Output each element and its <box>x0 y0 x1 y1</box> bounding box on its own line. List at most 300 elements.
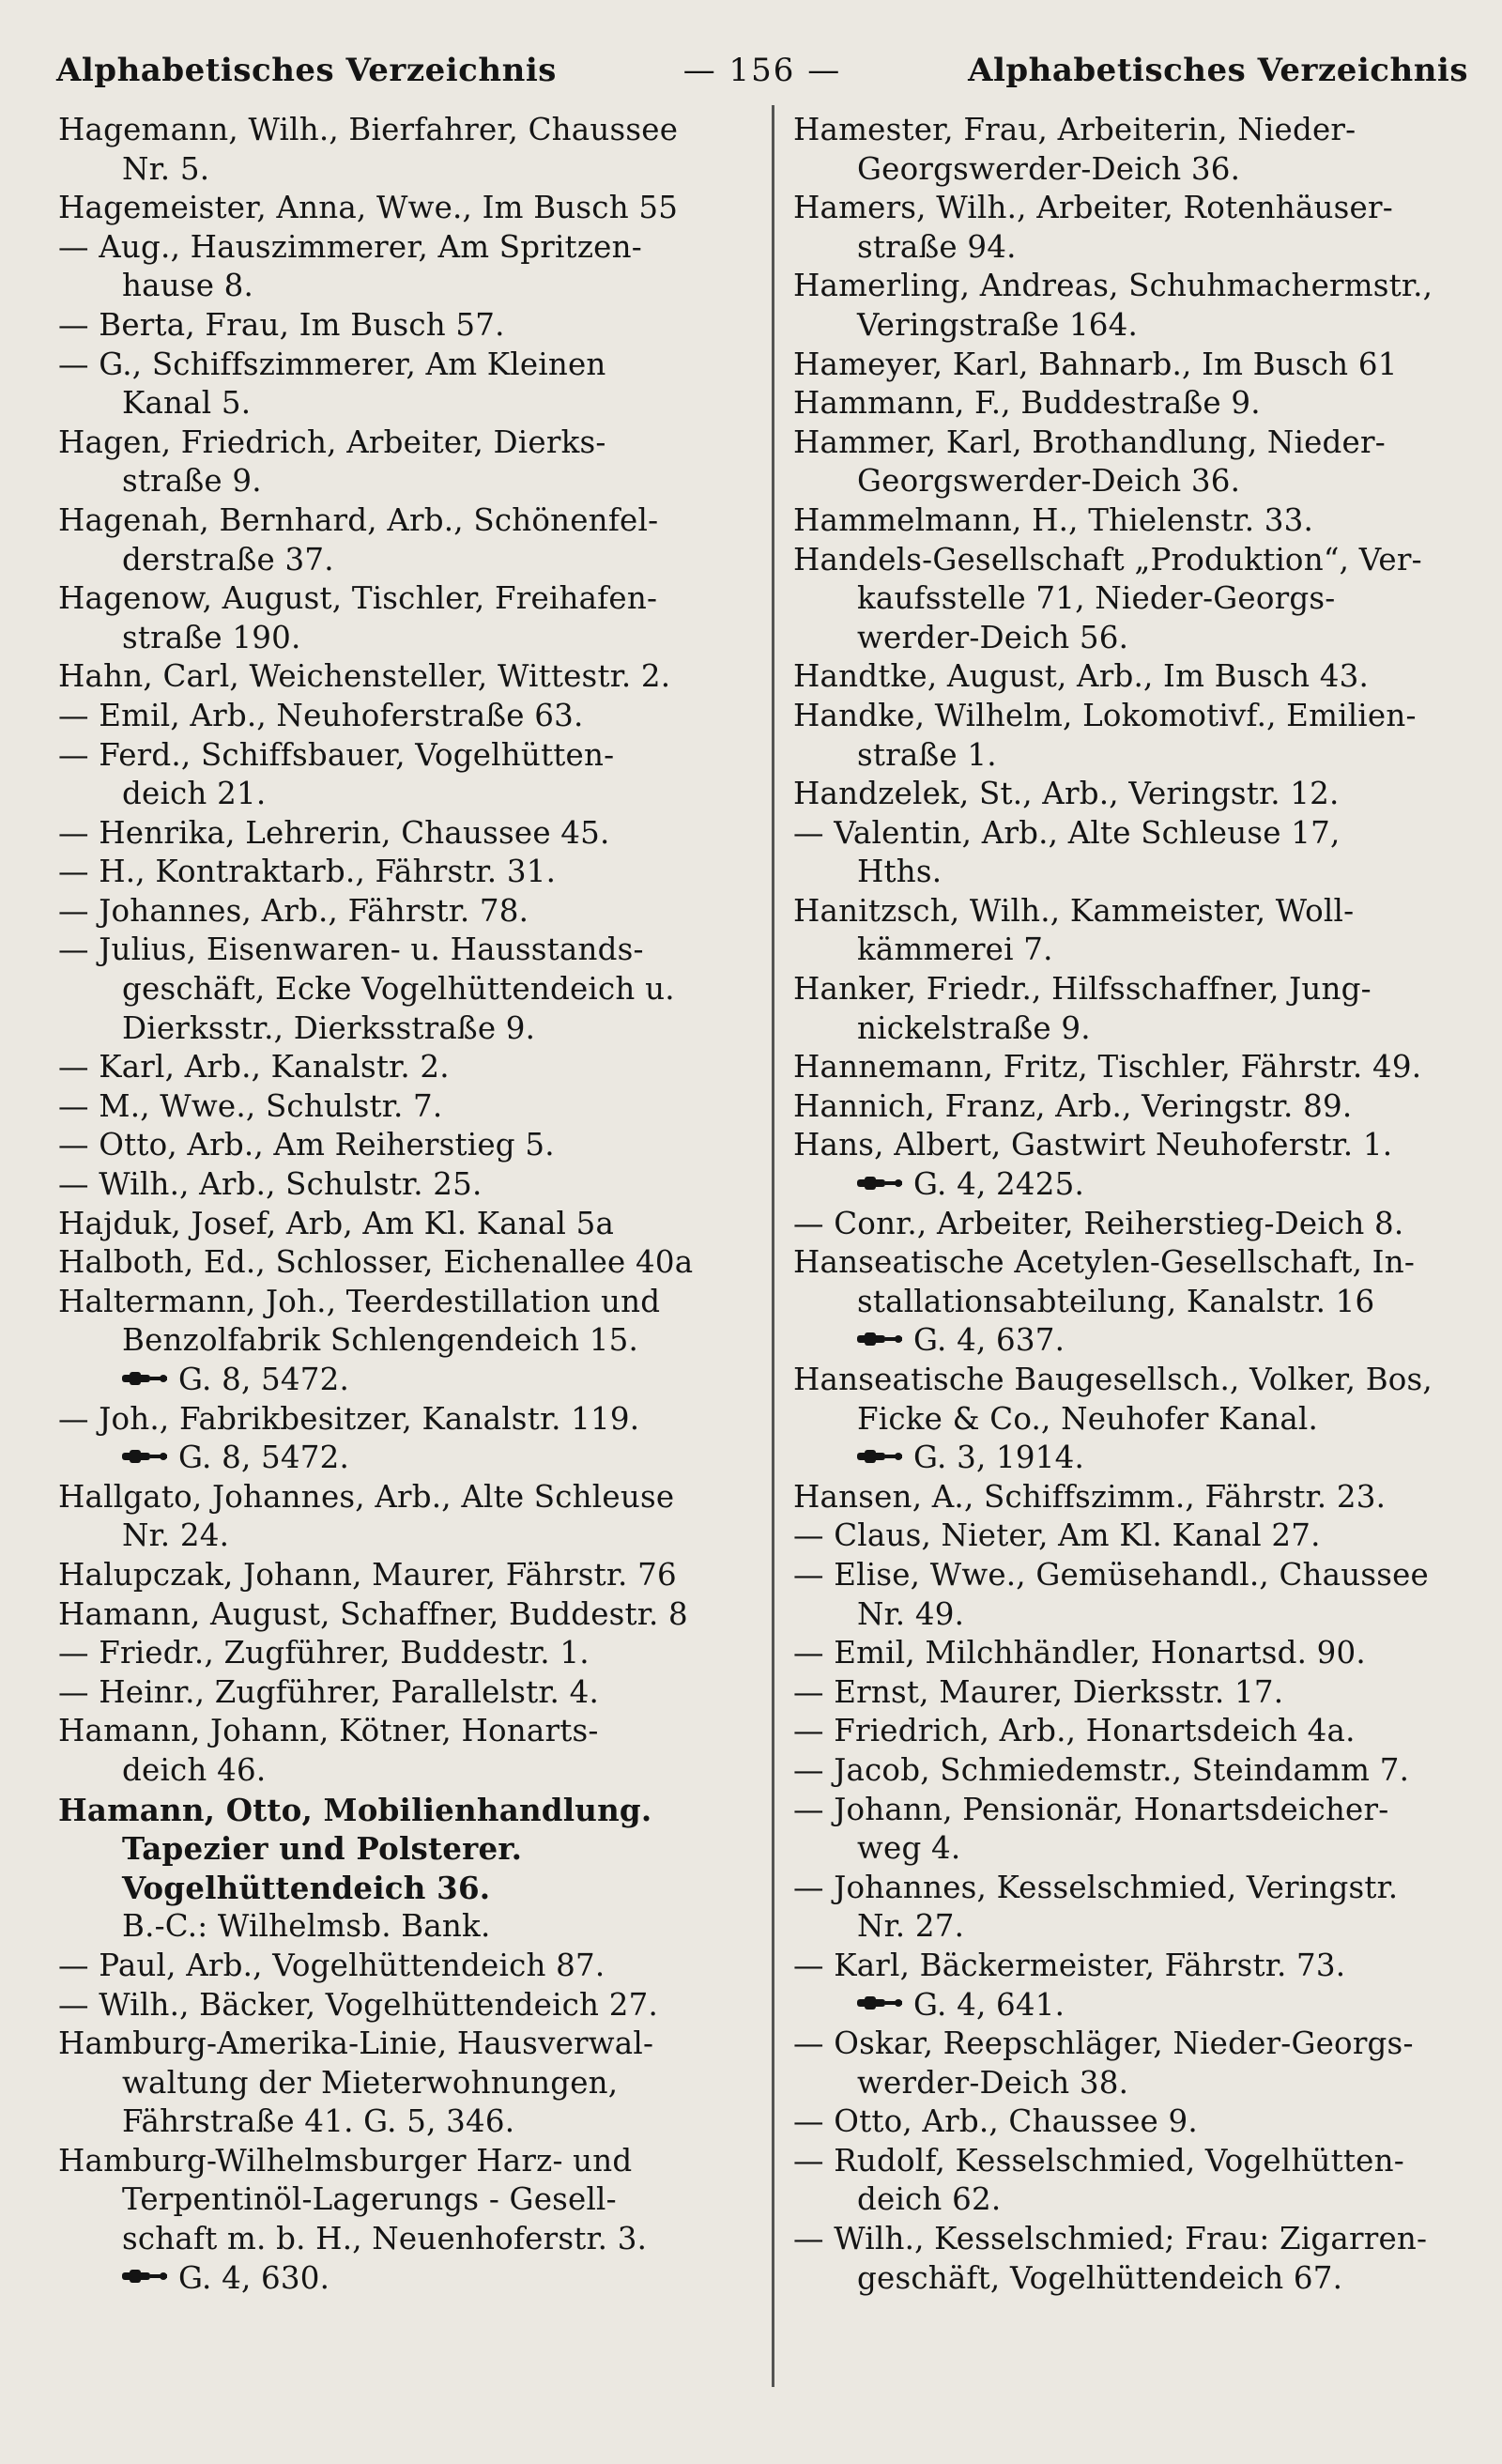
entry-text: schaft m. b. H., Neuenhoferstr. 3. <box>122 2221 648 2257</box>
directory-entry <box>793 501 1469 541</box>
entry-continuation-line <box>58 384 743 424</box>
entry-text: Hamburg-Wilhelmsburger Harz- und <box>58 2142 633 2179</box>
entry-text: — Jacob, Schmiedemstr., Steindamm 7. <box>793 1751 1410 1788</box>
entry-text: Hamers, Wilh., Arbeiter, Rotenhäuser- <box>793 190 1393 226</box>
entry-line <box>793 970 1469 1009</box>
directory-entry <box>58 1205 743 1244</box>
entry-text: Hagemann, Wilh., Bierfahrer, Chaussee <box>58 112 679 147</box>
entry-continuation-line <box>793 1009 1469 1049</box>
directory-entry <box>58 657 743 697</box>
entry-line <box>793 2220 1469 2259</box>
header-left-title: Alphabetisches Verzeichnis <box>56 52 557 89</box>
directory-entry <box>58 501 743 579</box>
entry-continuation-line <box>793 736 1469 776</box>
entry-continuation-line <box>793 579 1469 619</box>
entry-text: Hagemeister, Anna, Wwe., Im Busch 55 <box>58 190 679 226</box>
entry-line <box>793 1712 1469 1751</box>
entry-text: — Julius, Eisenwaren- u. Hausstands- <box>58 932 644 968</box>
directory-entry <box>58 111 743 189</box>
entry-line <box>793 814 1469 854</box>
directory-entry <box>58 1986 743 2025</box>
page-header <box>56 47 1468 94</box>
entry-text: — Berta, Frau, Im Busch 57. <box>58 306 505 343</box>
directory-entry <box>58 736 743 814</box>
entry-line <box>58 1283 743 1322</box>
directory-entry <box>793 189 1469 267</box>
entry-continuation-line <box>58 2102 743 2142</box>
entry-continuation-line <box>793 150 1469 190</box>
entry-text: — Karl, Bäckermeister, Fährstr. 73. <box>793 1947 1346 1983</box>
directory-entry <box>793 1243 1469 1361</box>
entry-text: Terpentinöl-Lagerungs - Gesell- <box>122 2181 617 2218</box>
directory-entry <box>793 1712 1469 1751</box>
directory-entry <box>58 1673 743 1713</box>
directory-entry <box>58 1595 743 1635</box>
entry-text: Ficke & Co., Neuhofer Kanal. <box>857 1400 1319 1437</box>
entry-text: Handke, Wilhelm, Lokomotivf., Emilien- <box>793 697 1417 733</box>
entry-text: Nr. 5. <box>122 150 210 187</box>
entry-continuation-line <box>793 619 1469 658</box>
entry-line <box>793 1634 1469 1673</box>
column-divider <box>772 105 774 2387</box>
entry-text: geschäft, Vogelhüttendeich 67. <box>857 2259 1343 2296</box>
entry-line <box>793 1517 1469 1556</box>
entry-continuation-line <box>793 306 1469 346</box>
entry-text: stallationsabteilung, Kanalstr. 16 <box>857 1283 1375 1319</box>
entry-line <box>58 1791 743 1830</box>
directory-entry <box>793 1048 1469 1087</box>
directory-entry <box>793 1556 1469 1634</box>
directory-entry <box>793 1751 1469 1791</box>
entry-line <box>58 1205 743 1244</box>
entry-text: — Wilh., Kesselschmied; Frau: Zigarren- <box>793 2221 1428 2257</box>
entry-text: werder-Deich 38. <box>857 2064 1129 2101</box>
entry-continuation-line <box>793 2259 1469 2299</box>
directory-entry <box>58 1048 743 1087</box>
entry-text: G. 3, 1914. <box>913 1440 1085 1476</box>
entry-text: Hannich, Franz, Arb., Veringstr. 89. <box>793 1087 1353 1124</box>
entry-continuation-line <box>58 1869 743 1908</box>
entry-text: geschäft, Ecke Vogelhüttendeich u. <box>122 971 675 1008</box>
directory-entry <box>58 1478 743 1556</box>
entry-text: Fährstraße 41. G. 5, 346. <box>122 2103 515 2140</box>
entry-continuation-line <box>58 970 743 1009</box>
entry-line <box>793 267 1469 306</box>
directory-entry <box>58 306 743 346</box>
entry-continuation-line <box>58 1829 743 1869</box>
entry-text: — Rudolf, Kesselschmied, Vogelhütten- <box>793 2142 1404 2179</box>
directory-entry <box>793 814 1469 892</box>
telephone-icon <box>857 1176 904 1191</box>
directory-entry <box>58 814 743 854</box>
directory-entry <box>58 1087 743 1127</box>
directory-entry <box>58 228 743 306</box>
entry-continuation-line <box>793 2180 1469 2220</box>
directory-entry <box>793 1634 1469 1673</box>
entry-continuation-line <box>58 775 743 814</box>
entry-line <box>58 306 743 346</box>
entry-text: werder-Deich 56. <box>857 619 1129 655</box>
directory-entry <box>793 111 1469 189</box>
entry-text: — Aug., Hauszimmerer, Am Spritzen- <box>58 228 642 265</box>
entry-text: — Emil, Arb., Neuhoferstraße 63. <box>58 697 584 733</box>
entry-text: Hamester, Frau, Arbeiterin, Nieder- <box>793 112 1356 147</box>
directory-entry <box>793 1361 1469 1478</box>
directory-entry <box>58 931 743 1048</box>
entry-text: — Elise, Wwe., Gemüsehandl., Chaussee <box>793 1556 1429 1593</box>
entry-line <box>58 1947 743 1986</box>
entry-text: — Johannes, Kesselschmied, Veringstr. <box>793 1869 1399 1905</box>
entry-text: Hallgato, Johannes, Arb., Alte Schleuse <box>58 1478 675 1515</box>
directory-entry <box>793 697 1469 775</box>
page-number: — 156 — <box>682 52 842 89</box>
entry-continuation-line <box>58 1361 743 1400</box>
entry-text: Hamann, Otto, Mobilienhandlung. <box>58 1791 652 1828</box>
entry-line <box>793 384 1469 424</box>
entry-text: nickelstraße 9. <box>857 1009 1091 1046</box>
directory-entry <box>58 892 743 932</box>
entry-continuation-line <box>793 2064 1469 2103</box>
entry-text: Nr. 49. <box>857 1595 965 1632</box>
entry-text: — Johann, Pensionär, Honartsdeicher- <box>793 1791 1389 1827</box>
entry-text: Halupczak, Johann, Maurer, Fährstr. 76 <box>58 1556 677 1593</box>
entry-text: straße 1. <box>857 736 997 773</box>
entry-text: Hamann, Johann, Kötner, Honarts- <box>58 1713 599 1749</box>
entry-line <box>793 1947 1469 1986</box>
entry-text: Hammer, Karl, Brothandlung, Nieder- <box>793 424 1386 460</box>
directory-entry <box>58 1165 743 1205</box>
directory-entry <box>793 1947 1469 2025</box>
entry-text: — Friedr., Zugführer, Buddestr. 1. <box>58 1635 590 1671</box>
entry-text: Hammann, F., Buddestraße 9. <box>793 385 1261 422</box>
entry-line <box>58 111 743 150</box>
entry-text: — Wilh., Arb., Schulstr. 25. <box>58 1166 483 1203</box>
directory-entry <box>58 424 743 501</box>
directory-entry <box>793 346 1469 385</box>
entry-line <box>58 346 743 385</box>
entry-continuation-line <box>793 1165 1469 1205</box>
header-right-title: Alphabetisches Verzeichnis <box>968 52 1468 89</box>
directory-entry <box>58 1634 743 1673</box>
entry-line <box>58 1634 743 1673</box>
entry-line <box>793 1869 1469 1908</box>
entry-text: Nr. 27. <box>857 1908 965 1945</box>
entry-continuation-line <box>793 931 1469 970</box>
entry-line <box>793 1751 1469 1791</box>
entry-continuation-line <box>793 462 1469 501</box>
entry-text: Hanseatische Acetylen-Gesellschaft, In- <box>793 1244 1416 1281</box>
telephone-icon <box>122 1449 169 1464</box>
entry-line <box>58 1986 743 2025</box>
entry-text: — Heinr., Zugführer, Parallelstr. 4. <box>58 1673 599 1710</box>
entry-continuation-line <box>58 462 743 501</box>
entry-continuation-line <box>793 1595 1469 1635</box>
directory-entry <box>793 1673 1469 1713</box>
entry-line <box>58 931 743 970</box>
entry-continuation-line <box>793 1907 1469 1947</box>
entry-text: — Wilh., Bäcker, Vogelhüttendeich 27. <box>58 1986 659 2023</box>
directory-entry <box>793 892 1469 970</box>
entry-text: — Paul, Arb., Vogelhüttendeich 87. <box>58 1947 605 1983</box>
directory-entry <box>793 1517 1469 1556</box>
entry-text: — Conr., Arbeiter, Reiherstieg-Deich 8. <box>793 1205 1404 1241</box>
entry-continuation-line <box>58 1009 743 1049</box>
directory-entry <box>58 2025 743 2142</box>
entry-continuation-line <box>793 1283 1469 1322</box>
entry-text: kaufsstelle 71, Nieder-Georgs- <box>857 580 1336 617</box>
entry-text: G. 8, 5472. <box>178 1440 350 1476</box>
entry-line <box>793 1087 1469 1127</box>
entry-continuation-line <box>58 1321 743 1361</box>
entry-line <box>58 1243 743 1283</box>
entry-text: Hamann, August, Schaffner, Buddestr. 8 <box>58 1595 688 1632</box>
entry-text: deich 62. <box>857 2181 1002 2218</box>
entry-text: Hammelmann, H., Thielenstr. 33. <box>793 501 1314 538</box>
entry-text: hause 8. <box>122 268 254 304</box>
entry-text: — H., Kontraktarb., Fährstr. 31. <box>58 854 557 890</box>
directory-entry <box>58 189 743 228</box>
directory-entry <box>58 1243 743 1283</box>
telephone-icon <box>122 2269 169 2284</box>
entry-text: Hanseatische Baugesellsch., Volker, Bos, <box>793 1362 1433 1397</box>
directory-entry <box>793 970 1469 1048</box>
directory-entry <box>58 1283 743 1400</box>
entry-line <box>793 1361 1469 1400</box>
directory-entry <box>793 657 1469 697</box>
entry-text: — Valentin, Arb., Alte Schleuse 17, <box>793 814 1341 851</box>
directory-entry <box>793 267 1469 345</box>
entry-text: — G., Schiffszimmerer, Am Kleinen <box>58 346 606 382</box>
entry-text: — Henrika, Lehrerin, Chaussee 45. <box>58 814 610 851</box>
entry-continuation-line <box>58 2180 743 2220</box>
entry-line <box>793 2102 1469 2142</box>
telephone-icon <box>857 1449 904 1464</box>
entry-line <box>58 697 743 736</box>
entry-text: — Claus, Nieter, Am Kl. Kanal 27. <box>793 1517 1321 1554</box>
directory-entry <box>58 1791 743 1947</box>
entry-line <box>793 1673 1469 1713</box>
entry-text: Vogelhüttendeich 36. <box>122 1869 491 1906</box>
entry-text: straße 190. <box>122 619 301 655</box>
entry-text: Hagenow, August, Tischler, Freihafen- <box>58 580 658 617</box>
directory-entry <box>793 2025 1469 2102</box>
entry-continuation-line <box>793 1986 1469 2025</box>
entry-line <box>58 853 743 892</box>
directory-entry <box>58 697 743 736</box>
entry-line <box>793 1126 1469 1165</box>
entry-line <box>793 189 1469 228</box>
directory-entry <box>793 2142 1469 2220</box>
entry-text: Hameyer, Karl, Bahnarb., Im Busch 61 <box>793 346 1398 382</box>
entry-text: G. 4, 637. <box>913 1322 1065 1359</box>
entry-line <box>58 1478 743 1517</box>
entry-text: Hamburg-Amerika-Linie, Hausverwal- <box>58 2025 654 2062</box>
entry-line <box>58 189 743 228</box>
entry-line <box>793 2025 1469 2064</box>
entry-text: Hansen, A., Schiffszimm., Fährstr. 23. <box>793 1478 1387 1515</box>
entry-line <box>793 697 1469 736</box>
telephone-icon <box>122 1371 169 1386</box>
directory-entry <box>58 1712 743 1790</box>
entry-text: Kanal 5. <box>122 385 252 422</box>
entry-text: Hans, Albert, Gastwirt Neuhoferstr. 1. <box>793 1127 1393 1163</box>
entry-line <box>58 1712 743 1751</box>
entry-text: G. 8, 5472. <box>178 1362 350 1397</box>
entry-text: Veringstraße 164. <box>857 306 1139 343</box>
entry-continuation-line <box>58 150 743 190</box>
entry-text: Haltermann, Joh., Teerdestillation und <box>58 1283 661 1319</box>
entry-line <box>58 814 743 854</box>
entry-line <box>793 501 1469 541</box>
entry-continuation-line <box>793 1829 1469 1869</box>
entry-text: Hagenah, Bernhard, Arb., Schönenfel- <box>58 501 659 538</box>
entry-text: straße 94. <box>857 228 1017 265</box>
entry-text: — Friedrich, Arb., Honartsdeich 4a. <box>793 1713 1356 1749</box>
directory-entry <box>58 1126 743 1165</box>
directory-entry <box>793 541 1469 658</box>
entry-line <box>793 1048 1469 1087</box>
entry-line <box>58 501 743 541</box>
entry-continuation-line <box>793 1400 1469 1440</box>
entry-text: G. 4, 2425. <box>913 1166 1085 1203</box>
entry-text: Hannemann, Fritz, Tischler, Fährstr. 49. <box>793 1049 1422 1086</box>
directory-entry <box>58 579 743 657</box>
right-column <box>793 111 1469 2298</box>
entry-text: Handzelek, St., Arb., Veringstr. 12. <box>793 776 1340 812</box>
entry-continuation-line <box>793 1321 1469 1361</box>
entry-text: deich 46. <box>122 1751 267 1788</box>
entry-text: G. 4, 630. <box>178 2259 330 2296</box>
entry-line <box>793 541 1469 580</box>
directory-entry <box>58 1400 743 1478</box>
entry-text: Hths. <box>857 854 943 890</box>
directory-entry <box>58 346 743 424</box>
entry-text: Nr. 24. <box>122 1517 230 1554</box>
directory-entry <box>58 1947 743 1986</box>
entry-continuation-line <box>793 853 1469 892</box>
entry-text: Benzolfabrik Schlengendeich 15. <box>122 1322 639 1359</box>
entry-line <box>793 1478 1469 1517</box>
entry-text: derstraße 37. <box>122 541 334 578</box>
directory-entry <box>58 2142 743 2298</box>
entry-text: — Johannes, Arb., Fährstr. 78. <box>58 892 529 929</box>
entry-continuation-line <box>58 267 743 306</box>
entry-text: Hagen, Friedrich, Arbeiter, Dierks- <box>58 424 606 460</box>
entry-continuation-line <box>58 541 743 580</box>
directory-entry <box>793 1087 1469 1127</box>
entry-text: Tapezier und Polsterer. <box>122 1830 523 1868</box>
entry-text: Handtke, August, Arb., Im Busch 43. <box>793 658 1370 695</box>
entry-line <box>793 1243 1469 1283</box>
directory-entry <box>793 2220 1469 2298</box>
entry-continuation-line <box>58 2259 743 2299</box>
entry-text: G. 4, 641. <box>913 1986 1065 2023</box>
entry-text: Hanitzsch, Wilh., Kammeister, Woll- <box>793 892 1355 929</box>
entry-line <box>793 657 1469 697</box>
directory-entry <box>793 1205 1469 1244</box>
entry-line <box>793 1205 1469 1244</box>
entry-continuation-line <box>58 1751 743 1791</box>
entry-text: Dierksstr., Dierksstraße 9. <box>122 1009 536 1046</box>
directory-entry <box>793 384 1469 424</box>
entry-text: — Karl, Arb., Kanalstr. 2. <box>58 1049 450 1086</box>
entry-text: Georgswerder-Deich 36. <box>857 150 1241 187</box>
entry-line <box>793 892 1469 932</box>
entry-text: Hamerling, Andreas, Schuhmachermstr., <box>793 268 1433 304</box>
entry-text: Hahn, Carl, Weichensteller, Wittestr. 2. <box>58 658 671 695</box>
telephone-icon <box>857 1332 904 1347</box>
entry-line <box>58 1126 743 1165</box>
entry-line <box>58 1165 743 1205</box>
entry-line <box>793 1556 1469 1595</box>
entry-text: — Emil, Milchhändler, Honartsd. 90. <box>793 1635 1366 1671</box>
entry-text: — Ferd., Schiffsbauer, Vogelhütten- <box>58 736 615 773</box>
entry-line <box>58 892 743 932</box>
directory-entry <box>793 1126 1469 1204</box>
entry-text: Hanker, Friedr., Hilfsschaffner, Jung- <box>793 971 1372 1008</box>
entry-line <box>58 657 743 697</box>
entry-text: — Otto, Arb., Am Reiherstieg 5. <box>58 1127 555 1163</box>
directory-entry <box>793 1478 1469 1517</box>
entry-continuation-line <box>58 1517 743 1556</box>
entry-text: — M., Wwe., Schulstr. 7. <box>58 1087 443 1124</box>
entry-text: Georgswerder-Deich 36. <box>857 463 1241 500</box>
entry-line <box>58 1048 743 1087</box>
entry-line <box>58 736 743 776</box>
entry-line <box>58 579 743 619</box>
entry-line <box>58 1595 743 1635</box>
entry-line <box>793 2142 1469 2181</box>
directory-entry <box>793 775 1469 814</box>
entry-line <box>58 424 743 463</box>
entry-text: deich 21. <box>122 776 267 812</box>
entry-text: waltung der Mieterwohnungen, <box>122 2064 619 2101</box>
entry-text: — Joh., Fabrikbesitzer, Kanalstr. 119. <box>58 1400 640 1437</box>
directory-entry <box>793 2102 1469 2142</box>
entry-line <box>793 775 1469 814</box>
entry-line <box>58 1556 743 1595</box>
left-column <box>58 111 743 2298</box>
entry-line <box>793 424 1469 463</box>
entry-text: — Otto, Arb., Chaussee 9. <box>793 2103 1198 2140</box>
directory-entry <box>793 424 1469 501</box>
entry-line <box>58 1400 743 1440</box>
entry-text: Halboth, Ed., Schlosser, Eichenallee 40a <box>58 1244 694 1281</box>
entry-text: weg 4. <box>857 1830 961 1867</box>
telephone-icon <box>857 1995 904 2010</box>
entry-continuation-line <box>58 2220 743 2259</box>
entry-line <box>793 346 1469 385</box>
entry-text: B.-C.: Wilhelmsb. Bank. <box>122 1908 491 1945</box>
entry-text: kämmerei 7. <box>857 932 1053 968</box>
entry-text: Hajduk, Josef, Arb, Am Kl. Kanal 5a <box>58 1205 615 1241</box>
entry-text: — Ernst, Maurer, Dierksstr. 17. <box>793 1673 1284 1710</box>
entry-continuation-line <box>793 1439 1469 1478</box>
entry-line <box>58 228 743 268</box>
entry-continuation-line <box>58 1907 743 1947</box>
directory-entry <box>793 1791 1469 1869</box>
directory-entry <box>793 1869 1469 1947</box>
entry-text: — Oskar, Reepschläger, Nieder-Georgs- <box>793 2025 1414 2062</box>
entry-line <box>58 1673 743 1713</box>
entry-continuation-line <box>58 2064 743 2103</box>
entry-text: straße 9. <box>122 463 262 500</box>
entry-line <box>793 1791 1469 1830</box>
entry-line <box>793 111 1469 150</box>
entry-continuation-line <box>793 228 1469 268</box>
entry-continuation-line <box>58 619 743 658</box>
entry-continuation-line <box>58 1439 743 1478</box>
